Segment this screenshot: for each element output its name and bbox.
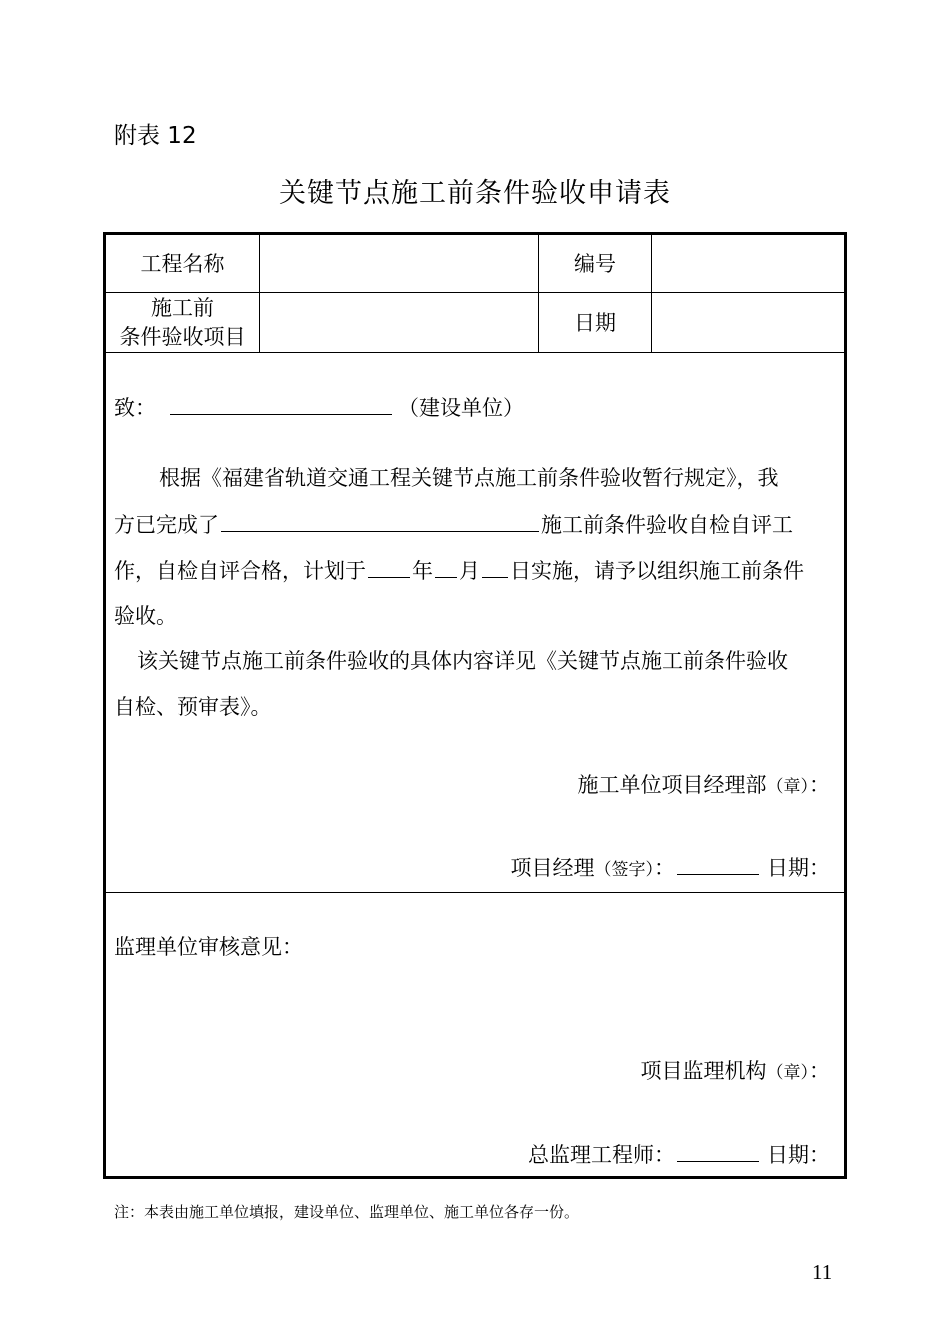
month-text: 月	[459, 559, 480, 583]
paragraph1-line1: 根据《福建省轨道交通工程关键节点施工前条件验收暂行规定》，我	[159, 466, 779, 490]
chief-engineer-date-label: 日期：	[767, 1143, 830, 1167]
month-blank[interactable]	[435, 555, 457, 578]
appendix-label: 附表 12	[114, 123, 197, 149]
section-divider	[106, 892, 844, 893]
paragraph2-line2: 自检、预审表》。	[114, 695, 272, 719]
paragraph2-line1: 该关键节点施工前条件验收的具体内容详见《关键节点施工前条件验收	[137, 649, 788, 673]
chief-engineer-line	[528, 1139, 830, 1170]
form-title: 关键节点施工前条件验收申请表	[279, 178, 671, 209]
supervision-colon: ：	[809, 1059, 830, 1083]
manager-label: 项目经理	[510, 856, 595, 880]
date-label: 日期	[574, 310, 616, 335]
manager-signature-blank[interactable]	[677, 852, 759, 875]
supervision-opinion-label: 监理单位审核意见：	[114, 935, 303, 959]
addressee-line	[114, 392, 524, 423]
number-label: 编号	[574, 251, 616, 276]
number-field[interactable]	[652, 235, 844, 292]
day-blank[interactable]	[482, 555, 508, 578]
footnote: 注：本表由施工单位填报，建设单位、监理单位、施工单位各存一份。	[114, 1203, 580, 1221]
contractor-dept-label: 施工单位项目经理部	[577, 773, 767, 797]
inspection-item-label-line1: 施工前	[151, 295, 214, 320]
manager-sign-line	[511, 852, 831, 885]
addressee-prefix: 致：	[114, 396, 156, 420]
year-blank[interactable]	[368, 555, 410, 578]
inspection-item-field[interactable]	[260, 293, 538, 352]
contractor-seal-line	[578, 770, 831, 802]
contractor-colon: ：	[809, 773, 830, 797]
project-name-field[interactable]	[260, 235, 538, 292]
page-number: 11	[812, 1260, 833, 1284]
inspection-item-label	[106, 293, 259, 352]
plan-prefix: 作，自检自评合格，计划于	[114, 559, 366, 583]
year-text: 年	[412, 559, 433, 583]
completed-prefix: 方已完成了	[114, 513, 219, 537]
row-divider-2	[106, 352, 844, 353]
contractor-seal-note: （章）	[766, 777, 809, 797]
project-name-label: 工程名称	[140, 251, 225, 276]
paragraph1-line3	[114, 555, 804, 586]
paragraph1-line2	[114, 509, 793, 540]
day-text: 日实施，请予以组织施工前条件	[510, 559, 804, 583]
completed-item-blank[interactable]	[221, 509, 539, 532]
chief-engineer-label: 总监理工程师：	[528, 1143, 675, 1167]
date-field[interactable]	[652, 293, 844, 352]
addressee-suffix: （建设单位）	[398, 396, 524, 420]
supervision-agency-label: 项目监理机构	[640, 1059, 767, 1083]
manager-sign-note: （签字）	[594, 860, 654, 880]
completed-suffix: 施工前条件验收自检自评工	[541, 513, 793, 537]
manager-colon: ：	[654, 856, 675, 880]
supervision-seal-note: （章）	[766, 1063, 809, 1083]
paragraph1-line4: 验收。	[114, 604, 177, 628]
manager-date-label: 日期：	[767, 856, 830, 880]
inspection-item-label-line2: 条件验收项目	[119, 324, 246, 349]
supervision-seal-line	[641, 1056, 831, 1088]
addressee-blank[interactable]	[170, 392, 392, 415]
application-form	[103, 232, 847, 1179]
chief-engineer-signature-blank[interactable]	[677, 1139, 759, 1162]
